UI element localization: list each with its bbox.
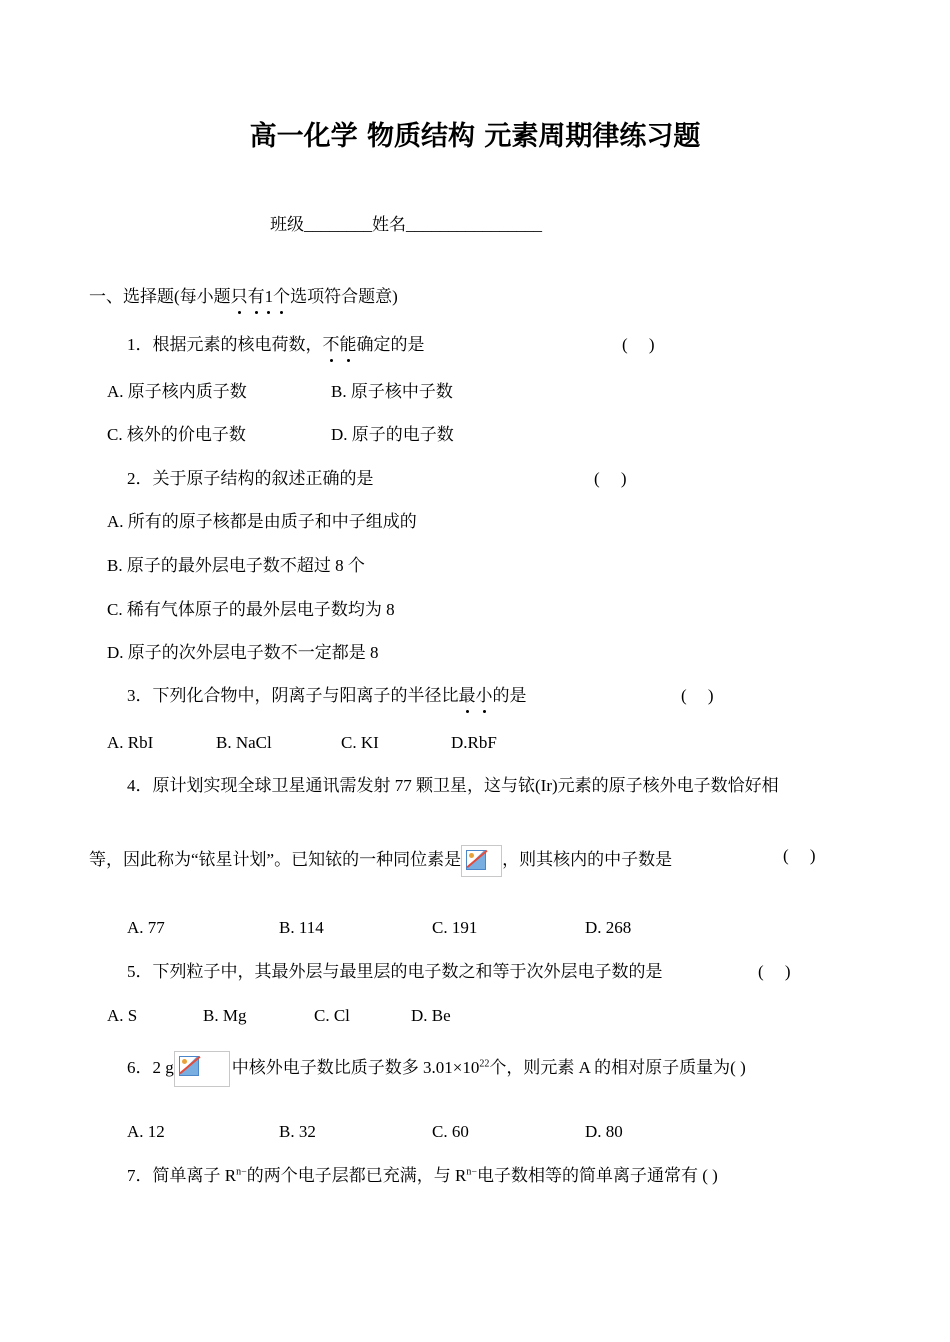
emphasis-char: 有: [247, 287, 265, 306]
emphasis-char: 最: [458, 686, 476, 705]
option-c[interactable]: C. KI: [341, 733, 379, 752]
option-d[interactable]: D.RbF: [451, 733, 497, 752]
question-text: 的两个电子层都已充满，与 R: [246, 1166, 467, 1185]
option-d[interactable]: D. 268: [585, 918, 632, 937]
question-text: 3．下列化合物中，阴离子与阳离子的半径比: [127, 686, 459, 705]
class-label: 班级: [270, 215, 304, 234]
option-b[interactable]: B. 原子的最外层电子数不超过 8 个: [107, 556, 365, 575]
name-label: 姓名: [372, 215, 406, 234]
question-text: 确定的是: [356, 335, 425, 354]
option-d[interactable]: D. 原子的电子数: [331, 425, 454, 444]
name-blank: ________________: [406, 215, 542, 234]
question-1-stem: [127, 334, 425, 356]
question-3-stem: [127, 685, 527, 707]
option-b[interactable]: B. 32: [279, 1122, 316, 1141]
option-d[interactable]: D. 原子的次外层电子数不一定都是 8: [107, 643, 379, 662]
emphasis-char: 小: [475, 686, 493, 705]
question-text: 1．根据元素的核电荷数，: [127, 335, 323, 354]
option-c[interactable]: C. 60: [432, 1122, 469, 1141]
ion-charge: n−: [236, 1166, 247, 1178]
option-b[interactable]: B. 原子核中子数: [331, 382, 453, 401]
option-c[interactable]: C. 核外的价电子数: [107, 425, 246, 444]
emphasis-char: 1: [264, 287, 274, 306]
option-c[interactable]: C. 稀有气体原子的最外层电子数均为 8: [107, 600, 395, 619]
question-text: 6．2 g: [127, 1057, 174, 1077]
exponent: 22: [479, 1058, 490, 1070]
question-text: 等，因此称为“铱星计划”。已知铱的一种同位素是: [89, 849, 462, 869]
option-a[interactable]: A. 77: [127, 918, 165, 937]
answer-bracket[interactable]: ( ): [681, 686, 714, 705]
emphasis-char: 不: [322, 335, 340, 354]
emphasis-char: 个: [273, 287, 291, 306]
option-c[interactable]: C. 191: [432, 918, 478, 937]
question-text: 中核外电子数比质子数多 3.01×10: [231, 1057, 480, 1077]
ion-charge: n−: [466, 1166, 477, 1178]
question-7-stem: [127, 1165, 718, 1187]
answer-bracket[interactable]: ( ): [758, 962, 791, 981]
option-a[interactable]: A. 原子核内质子数: [107, 382, 247, 401]
emphasis-char: 只: [230, 287, 248, 306]
option-d[interactable]: D. Be: [411, 1006, 451, 1025]
section-heading: [89, 286, 398, 308]
answer-bracket[interactable]: ( ): [594, 469, 627, 488]
option-b[interactable]: B. 114: [279, 918, 324, 937]
answer-bracket[interactable]: ( ): [783, 846, 816, 865]
option-c[interactable]: C. Cl: [314, 1006, 350, 1025]
class-blank: ________: [304, 215, 372, 234]
question-5-stem: 5．下列粒子中，其最外层与最里层的电子数之和等于次外层电子数的是: [127, 962, 663, 981]
question-text: ，则其核内的中子数是: [502, 849, 673, 869]
question-text: 个，则元素 A 的相对原子质量为( ): [489, 1057, 746, 1077]
option-b[interactable]: B. Mg: [203, 1006, 247, 1025]
student-info-line: [270, 214, 542, 236]
option-b[interactable]: B. NaCl: [216, 733, 272, 752]
question-4-stem-line2: [89, 845, 672, 877]
question-text: 的是: [492, 686, 527, 705]
question-text: 7．简单离子 R: [127, 1166, 237, 1185]
section-heading-prefix: 一、选择题(每小题: [89, 287, 231, 306]
option-a[interactable]: A. 所有的原子核都是由质子和中子组成的: [107, 512, 417, 531]
option-a[interactable]: A. 12: [127, 1122, 165, 1141]
option-d[interactable]: D. 80: [585, 1122, 623, 1141]
option-a[interactable]: A. RbI: [107, 733, 154, 752]
broken-image-icon: [174, 1051, 230, 1087]
image-sun: [182, 1059, 187, 1064]
option-a[interactable]: A. S: [107, 1006, 138, 1025]
broken-image-icon: [461, 845, 502, 877]
question-text: 电子数相等的简单离子通常有 ( ): [476, 1166, 718, 1185]
answer-bracket[interactable]: ( ): [622, 335, 655, 354]
emphasis-char: 能: [339, 335, 357, 354]
page-title: 高一化学 物质结构 元素周期律练习题: [249, 121, 701, 152]
question-6-stem: [127, 1051, 746, 1087]
question-2-stem: 2．关于原子结构的叙述正确的是: [127, 469, 374, 488]
section-heading-suffix: 选项符合题意): [290, 287, 398, 306]
question-4-stem-line1: 4．原计划实现全球卫星通讯需发射 77 颗卫星，这与铱(Ir)元素的原子核外电子数恰好相: [127, 776, 779, 795]
